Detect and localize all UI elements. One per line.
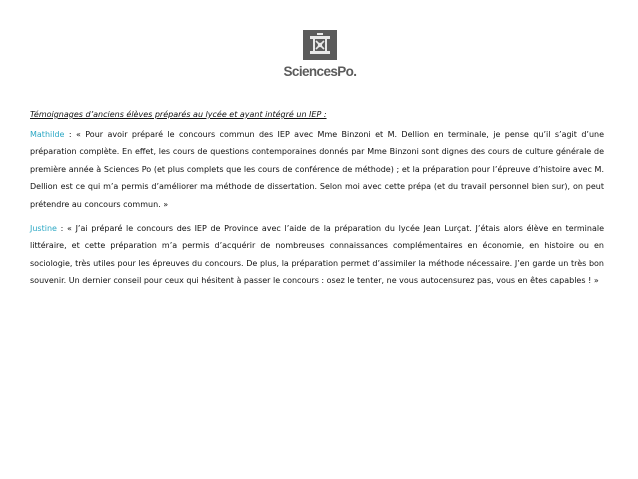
section-heading: Témoignages d’anciens élèves préparés au lycée et ayant intégré un IEP : <box>30 110 327 119</box>
document-body <box>30 106 604 290</box>
logo-wordmark: SciencesPo. <box>283 64 357 79</box>
testimonial-justine <box>30 220 604 290</box>
testimonial-text: « J’ai préparé le concours des IEP de Province avec l’aide de la préparation du lycée Jean Lurçat. J’étais alors élève en terminale littéraire, et cette préparation m’a permis d’acquérir de nombreuses connaissances complémentaires en économie, en histoire ou en sociologie, très utiles pour les épreuves du concours. De plus, la préparation permet d’assimiler la méthode nécessaire. J’en garde un très bon souvenir. Un dernier conseil pour ceux qui hésitent à passer le concours : osez le tenter, ne vous autocensurez pas, vous en êtes capables ! » <box>30 223 605 286</box>
sciences-po-logo <box>282 30 358 82</box>
testimonial-author: Mathilde <box>30 129 65 139</box>
testimonial-text: « Pour avoir préparé le concours commun des IEP avec Mme Binzoni et M. Dellion en terminale, je pense qu’il s’agit d’une préparation complète. En effet, les cours de questions contemporaines donnés par Mme Binzoni sont dignes des cours de culture générale de première année à Sciences Po (et plus complets que les cours de conférence de méthode) ; et la préparation pour l’épreuve d’histoire avec M. Dellion est ce qui m’a permis d’améliorer ma méthode de dissertation. Selon moi avec cette prépa (et du travail personnel bien sur), on peut prétendre au concours commun. » <box>30 129 605 209</box>
author-separator: : <box>64 129 76 139</box>
sciences-po-emblem-icon <box>303 30 337 60</box>
author-separator: : <box>56 223 67 233</box>
testimonial-author: Justine <box>30 223 57 233</box>
testimonial-mathilde <box>30 126 604 214</box>
